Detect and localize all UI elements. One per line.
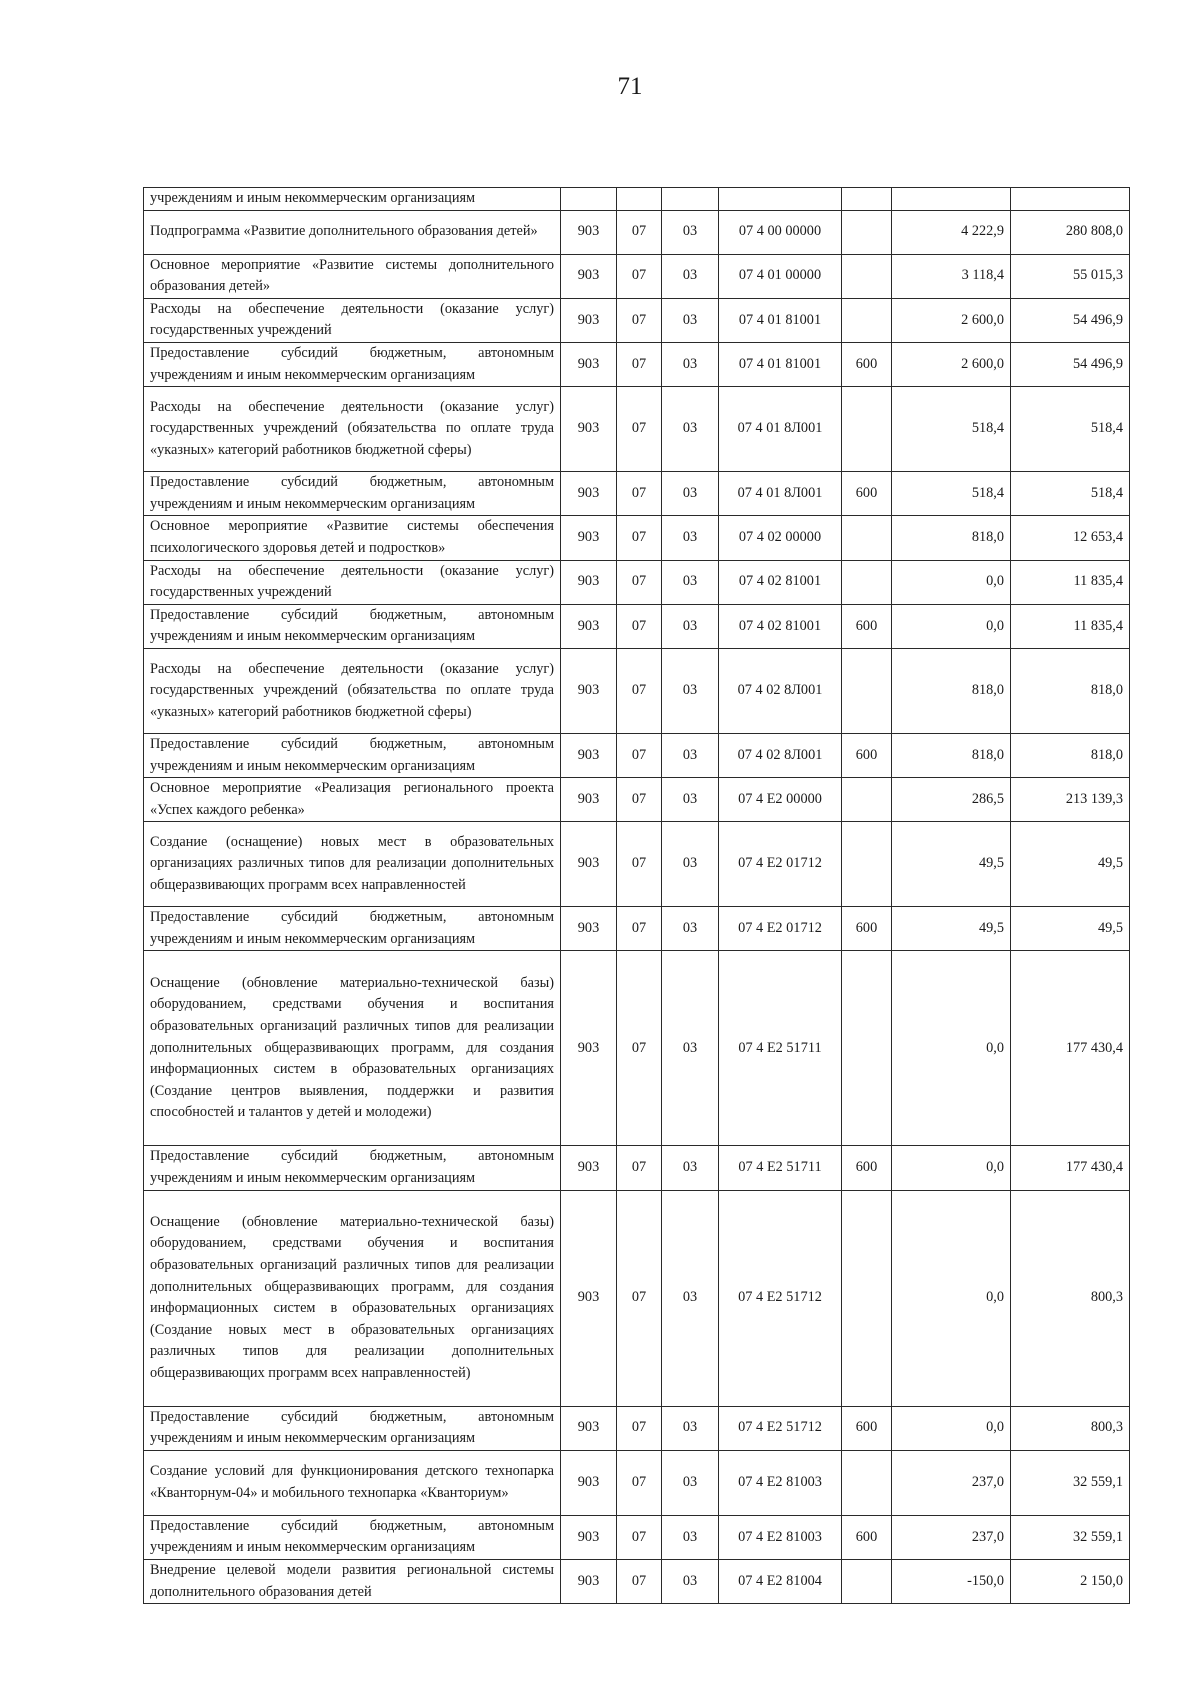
cell-expense-type — [842, 951, 892, 1146]
cell-amount-change: 2 600,0 — [892, 342, 1011, 386]
row-description: Подпрограмма «Развитие дополнительного образования детей» — [144, 210, 561, 254]
row-description: Предоставление субсидий бюджетным, автономным учреждениям и иным некоммерческим организациям — [144, 472, 561, 516]
cell-amount-change — [892, 188, 1011, 211]
cell-expense-type — [842, 778, 892, 822]
cell-amount-change: 0,0 — [892, 1146, 1011, 1190]
cell-amount-total: 12 653,4 — [1011, 516, 1130, 560]
cell-section-code: 07 — [617, 1560, 662, 1604]
cell-subsection-code: 03 — [662, 1450, 719, 1515]
cell-target-article: 07 4 E2 51711 — [719, 1146, 842, 1190]
cell-ministry-code: 903 — [561, 1146, 617, 1190]
cell-section-code: 07 — [617, 1146, 662, 1190]
cell-subsection-code: 03 — [662, 210, 719, 254]
cell-amount-change: 818,0 — [892, 648, 1011, 733]
table-row — [144, 298, 1130, 342]
cell-expense-type — [842, 516, 892, 560]
cell-amount-change: 818,0 — [892, 516, 1011, 560]
cell-section-code: 07 — [617, 1190, 662, 1406]
table-row — [144, 604, 1130, 648]
cell-ministry-code: 903 — [561, 778, 617, 822]
row-description: Расходы на обеспечение деятельности (оказание услуг) государственных учреждений (обязательства по оплате труда «указных» категорий работников бюджетной сферы) — [144, 387, 561, 472]
cell-amount-change: 0,0 — [892, 951, 1011, 1146]
cell-target-article: 07 4 01 8Л001 — [719, 387, 842, 472]
cell-subsection-code: 03 — [662, 1406, 719, 1450]
cell-expense-type — [842, 648, 892, 733]
row-description: Внедрение целевой модели развития региональной системы дополнительного образования детей — [144, 1560, 561, 1604]
cell-target-article: 07 4 01 81001 — [719, 342, 842, 386]
cell-section-code: 07 — [617, 472, 662, 516]
cell-amount-change: 0,0 — [892, 604, 1011, 648]
row-description: Основное мероприятие «Реализация регионального проекта «Успех каждого ребенка» — [144, 778, 561, 822]
cell-ministry-code: 903 — [561, 604, 617, 648]
cell-amount-total: 49,5 — [1011, 907, 1130, 951]
row-description: Предоставление субсидий бюджетным, автономным учреждениям и иным некоммерческим организациям — [144, 1146, 561, 1190]
cell-expense-type — [842, 1190, 892, 1406]
cell-amount-total: 54 496,9 — [1011, 298, 1130, 342]
cell-amount-change: 49,5 — [892, 907, 1011, 951]
row-description: Создание условий для функционирования детского технопарка «Кванторнум-04» и мобильного технопарка «Кванториум» — [144, 1450, 561, 1515]
cell-ministry-code: 903 — [561, 560, 617, 604]
cell-target-article: 07 4 E2 81003 — [719, 1515, 842, 1559]
cell-target-article: 07 4 01 00000 — [719, 254, 842, 298]
table-row — [144, 778, 1130, 822]
cell-expense-type — [842, 1450, 892, 1515]
row-description: Расходы на обеспечение деятельности (оказание услуг) государственных учреждений — [144, 560, 561, 604]
cell-ministry-code: 903 — [561, 1560, 617, 1604]
cell-subsection-code: 03 — [662, 298, 719, 342]
row-description: Предоставление субсидий бюджетным, автономным учреждениям и иным некоммерческим организациям — [144, 1515, 561, 1559]
row-description: Создание (оснащение) новых мест в образовательных организациях различных типов для реализации дополнительных общеразвивающих программ всех направленностей — [144, 822, 561, 907]
cell-target-article: 07 4 E2 51712 — [719, 1406, 842, 1450]
cell-ministry-code: 903 — [561, 733, 617, 777]
cell-subsection-code: 03 — [662, 951, 719, 1146]
cell-amount-total: 32 559,1 — [1011, 1450, 1130, 1515]
cell-expense-type: 600 — [842, 907, 892, 951]
row-description: учреждениям и иным некоммерческим организациям — [144, 188, 561, 211]
cell-section-code: 07 — [617, 387, 662, 472]
cell-ministry-code: 903 — [561, 1406, 617, 1450]
cell-section-code: 07 — [617, 604, 662, 648]
cell-subsection-code: 03 — [662, 1560, 719, 1604]
row-description: Предоставление субсидий бюджетным, автономным учреждениям и иным некоммерческим организациям — [144, 1406, 561, 1450]
cell-subsection-code: 03 — [662, 516, 719, 560]
cell-target-article: 07 4 E2 00000 — [719, 778, 842, 822]
cell-subsection-code: 03 — [662, 1515, 719, 1559]
cell-amount-change: 518,4 — [892, 387, 1011, 472]
table-row — [144, 1190, 1130, 1406]
cell-ministry-code: 903 — [561, 648, 617, 733]
cell-subsection-code: 03 — [662, 822, 719, 907]
row-description: Предоставление субсидий бюджетным, автономным учреждениям и иным некоммерческим организациям — [144, 733, 561, 777]
cell-section-code: 07 — [617, 822, 662, 907]
cell-amount-total: 11 835,4 — [1011, 560, 1130, 604]
cell-section-code: 07 — [617, 951, 662, 1146]
cell-subsection-code: 03 — [662, 342, 719, 386]
budget-table-body — [144, 188, 1130, 1604]
cell-subsection-code: 03 — [662, 648, 719, 733]
cell-expense-type: 600 — [842, 472, 892, 516]
cell-subsection-code: 03 — [662, 604, 719, 648]
cell-target-article: 07 4 02 81001 — [719, 604, 842, 648]
cell-amount-change: 0,0 — [892, 1406, 1011, 1450]
cell-section-code: 07 — [617, 1450, 662, 1515]
cell-amount-total: 800,3 — [1011, 1406, 1130, 1450]
cell-ministry-code: 903 — [561, 951, 617, 1146]
row-description: Предоставление субсидий бюджетным, автономным учреждениям и иным некоммерческим организациям — [144, 604, 561, 648]
cell-section-code: 07 — [617, 210, 662, 254]
cell-amount-total: 2 150,0 — [1011, 1560, 1130, 1604]
table-row — [144, 1515, 1130, 1559]
cell-subsection-code: 03 — [662, 733, 719, 777]
cell-ministry-code: 903 — [561, 1190, 617, 1406]
cell-subsection-code: 03 — [662, 254, 719, 298]
cell-ministry-code: 903 — [561, 1450, 617, 1515]
table-row — [144, 1450, 1130, 1515]
cell-subsection-code: 03 — [662, 1146, 719, 1190]
cell-subsection-code: 03 — [662, 472, 719, 516]
row-description: Расходы на обеспечение деятельности (оказание услуг) государственных учреждений (обязательства по оплате труда «указных» категорий работников бюджетной сферы) — [144, 648, 561, 733]
cell-amount-change: 0,0 — [892, 1190, 1011, 1406]
cell-amount-total: 177 430,4 — [1011, 951, 1130, 1146]
cell-subsection-code: 03 — [662, 387, 719, 472]
cell-section-code — [617, 188, 662, 211]
cell-subsection-code: 03 — [662, 907, 719, 951]
table-row — [144, 254, 1130, 298]
cell-amount-total: 55 015,3 — [1011, 254, 1130, 298]
cell-target-article: 07 4 01 8Л001 — [719, 472, 842, 516]
cell-subsection-code — [662, 188, 719, 211]
cell-amount-change: 4 222,9 — [892, 210, 1011, 254]
cell-target-article: 07 4 02 81001 — [719, 560, 842, 604]
cell-expense-type — [842, 210, 892, 254]
cell-expense-type: 600 — [842, 342, 892, 386]
row-description: Предоставление субсидий бюджетным, автономным учреждениям и иным некоммерческим организациям — [144, 342, 561, 386]
cell-target-article: 07 4 00 00000 — [719, 210, 842, 254]
cell-section-code: 07 — [617, 560, 662, 604]
cell-amount-change: 3 118,4 — [892, 254, 1011, 298]
cell-subsection-code: 03 — [662, 778, 719, 822]
row-description: Основное мероприятие «Развитие системы дополнительного образования детей» — [144, 254, 561, 298]
table-row — [144, 1146, 1130, 1190]
cell-amount-change: 2 600,0 — [892, 298, 1011, 342]
cell-section-code: 07 — [617, 907, 662, 951]
cell-expense-type — [842, 560, 892, 604]
table-row — [144, 951, 1130, 1146]
cell-section-code: 07 — [617, 1406, 662, 1450]
cell-amount-change: 49,5 — [892, 822, 1011, 907]
table-row — [144, 648, 1130, 733]
cell-section-code: 07 — [617, 342, 662, 386]
cell-target-article: 07 4 02 8Л001 — [719, 733, 842, 777]
table-row — [144, 560, 1130, 604]
cell-amount-total: 818,0 — [1011, 733, 1130, 777]
cell-target-article: 07 4 E2 01712 — [719, 907, 842, 951]
cell-amount-total: 518,4 — [1011, 387, 1130, 472]
cell-subsection-code: 03 — [662, 1190, 719, 1406]
cell-expense-type: 600 — [842, 1515, 892, 1559]
cell-expense-type: 600 — [842, 1146, 892, 1190]
budget-table — [143, 187, 1130, 1604]
cell-ministry-code: 903 — [561, 254, 617, 298]
cell-expense-type: 600 — [842, 604, 892, 648]
cell-expense-type — [842, 188, 892, 211]
cell-amount-change: 0,0 — [892, 560, 1011, 604]
cell-expense-type — [842, 298, 892, 342]
cell-target-article: 07 4 E2 81003 — [719, 1450, 842, 1515]
cell-expense-type — [842, 1560, 892, 1604]
cell-ministry-code: 903 — [561, 907, 617, 951]
table-row — [144, 907, 1130, 951]
cell-ministry-code: 903 — [561, 298, 617, 342]
cell-ministry-code: 903 — [561, 516, 617, 560]
row-description: Предоставление субсидий бюджетным, автономным учреждениям и иным некоммерческим организациям — [144, 907, 561, 951]
cell-amount-total: 11 835,4 — [1011, 604, 1130, 648]
cell-section-code: 07 — [617, 1515, 662, 1559]
cell-amount-total — [1011, 188, 1130, 211]
cell-amount-change: -150,0 — [892, 1560, 1011, 1604]
cell-amount-total: 280 808,0 — [1011, 210, 1130, 254]
cell-amount-change: 818,0 — [892, 733, 1011, 777]
cell-ministry-code: 903 — [561, 472, 617, 516]
cell-target-article — [719, 188, 842, 211]
table-row — [144, 733, 1130, 777]
cell-amount-total: 518,4 — [1011, 472, 1130, 516]
table-row — [144, 516, 1130, 560]
table-row — [144, 1560, 1130, 1604]
cell-amount-total: 213 139,3 — [1011, 778, 1130, 822]
table-row — [144, 472, 1130, 516]
cell-expense-type: 600 — [842, 733, 892, 777]
cell-ministry-code — [561, 188, 617, 211]
row-description: Оснащение (обновление материально-технической базы) оборудованием, средствами обучения и воспитания образовательных организаций различных типов для реализации дополнительных общеразвивающих программ, для создания информационных систем в образовательных организациях (Создание новых мест в образовательных организациях различных типов для реализации дополнительных общеразвивающих программ всех направленностей) — [144, 1190, 561, 1406]
table-row — [144, 210, 1130, 254]
cell-target-article: 07 4 E2 51712 — [719, 1190, 842, 1406]
table-row — [144, 1406, 1130, 1450]
cell-amount-total: 32 559,1 — [1011, 1515, 1130, 1559]
cell-amount-change: 518,4 — [892, 472, 1011, 516]
page-number: 71 — [617, 73, 643, 100]
cell-ministry-code: 903 — [561, 387, 617, 472]
cell-expense-type — [842, 822, 892, 907]
cell-target-article: 07 4 02 8Л001 — [719, 648, 842, 733]
cell-ministry-code: 903 — [561, 210, 617, 254]
cell-amount-change: 237,0 — [892, 1515, 1011, 1559]
cell-subsection-code: 03 — [662, 560, 719, 604]
cell-amount-total: 54 496,9 — [1011, 342, 1130, 386]
table-row — [144, 822, 1130, 907]
cell-target-article: 07 4 01 81001 — [719, 298, 842, 342]
cell-amount-total: 800,3 — [1011, 1190, 1130, 1406]
cell-ministry-code: 903 — [561, 1515, 617, 1559]
cell-target-article: 07 4 E2 81004 — [719, 1560, 842, 1604]
cell-target-article: 07 4 E2 01712 — [719, 822, 842, 907]
cell-ministry-code: 903 — [561, 822, 617, 907]
table-row — [144, 342, 1130, 386]
cell-amount-change: 237,0 — [892, 1450, 1011, 1515]
cell-section-code: 07 — [617, 298, 662, 342]
cell-amount-total: 49,5 — [1011, 822, 1130, 907]
cell-section-code: 07 — [617, 516, 662, 560]
cell-expense-type: 600 — [842, 1406, 892, 1450]
cell-section-code: 07 — [617, 733, 662, 777]
table-row — [144, 188, 1130, 211]
cell-ministry-code: 903 — [561, 342, 617, 386]
row-description: Оснащение (обновление материально-технической базы) оборудованием, средствами обучения и воспитания образовательных организаций различных типов для реализации дополнительных общеразвивающих программ, для создания информационных систем в образовательных организациях (Создание центров выявления, поддержки и развития способностей и талантов у детей и молодежи) — [144, 951, 561, 1146]
cell-expense-type — [842, 254, 892, 298]
row-description: Расходы на обеспечение деятельности (оказание услуг) государственных учреждений — [144, 298, 561, 342]
cell-section-code: 07 — [617, 648, 662, 733]
cell-amount-total: 177 430,4 — [1011, 1146, 1130, 1190]
cell-section-code: 07 — [617, 778, 662, 822]
cell-amount-change: 286,5 — [892, 778, 1011, 822]
row-description: Основное мероприятие «Развитие системы обеспечения психологического здоровья детей и подростков» — [144, 516, 561, 560]
cell-target-article: 07 4 E2 51711 — [719, 951, 842, 1146]
cell-target-article: 07 4 02 00000 — [719, 516, 842, 560]
cell-expense-type — [842, 387, 892, 472]
table-row — [144, 387, 1130, 472]
cell-amount-total: 818,0 — [1011, 648, 1130, 733]
cell-section-code: 07 — [617, 254, 662, 298]
